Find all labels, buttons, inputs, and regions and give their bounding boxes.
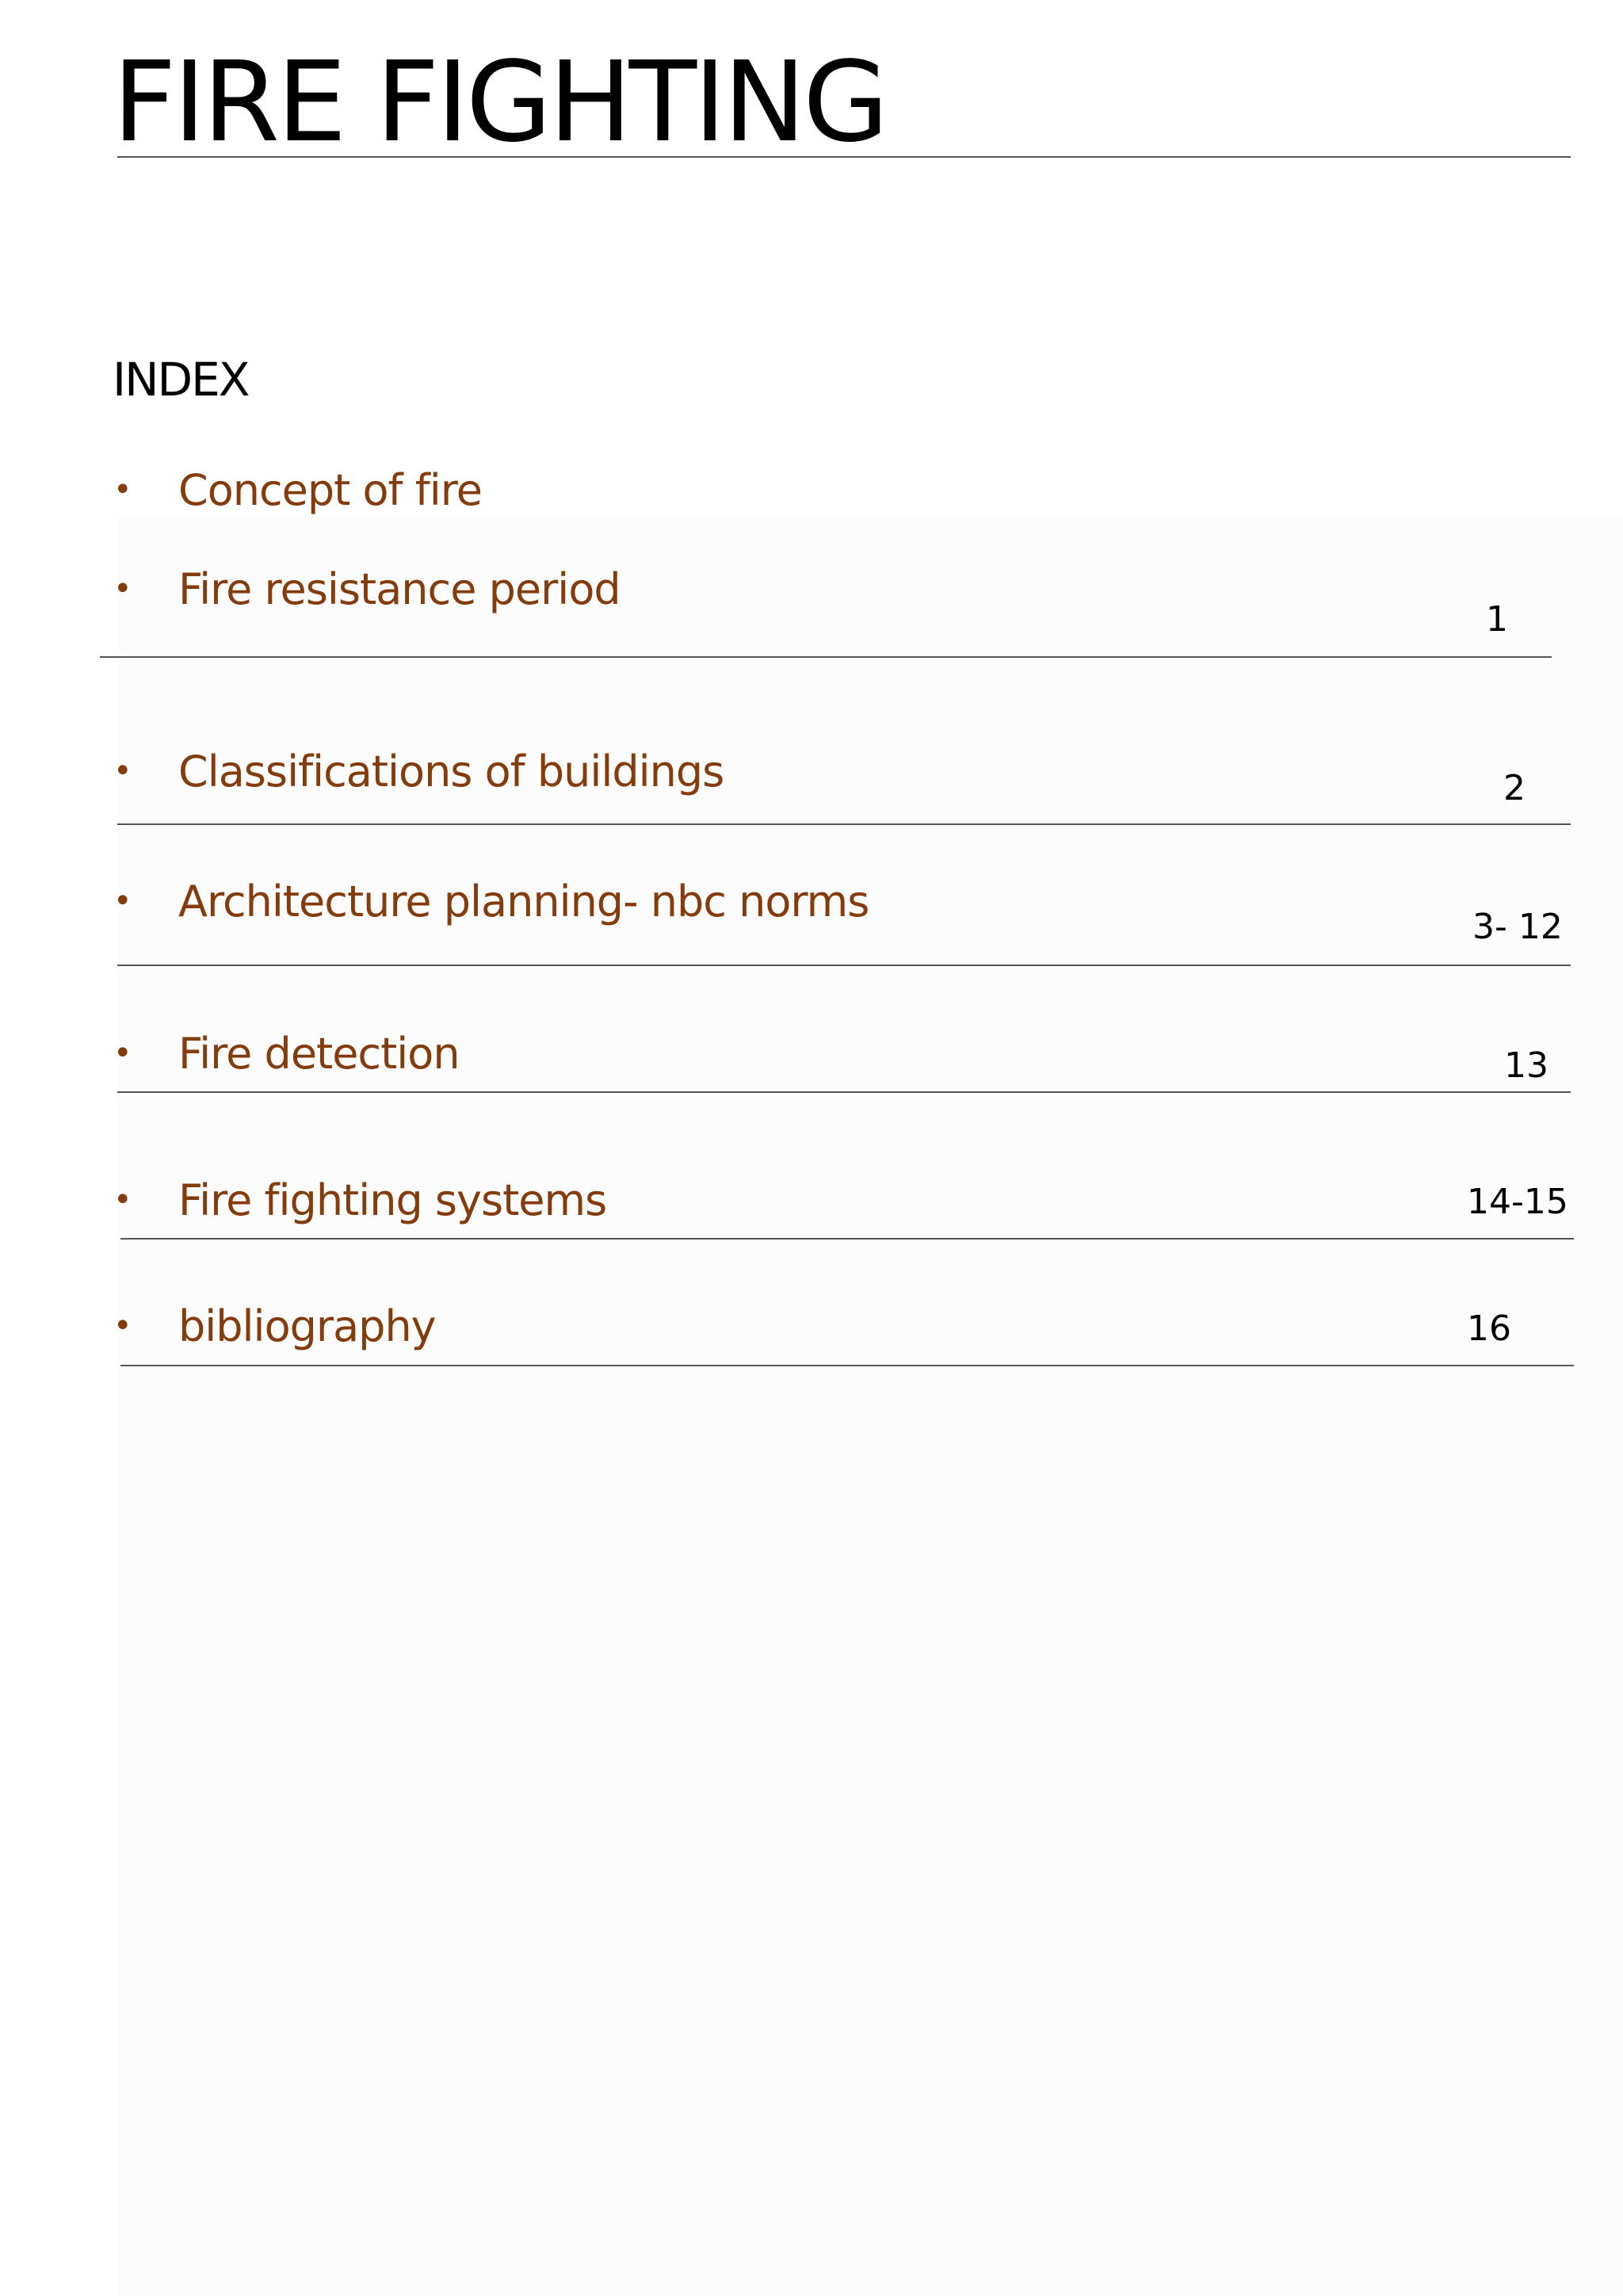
entry-divider xyxy=(120,1365,1574,1366)
entry-label: Classifications of buildings xyxy=(178,747,724,797)
entry-label: bibliography xyxy=(178,1301,436,1351)
entry-label: Fire detection xyxy=(178,1029,460,1079)
entry-label: Fire fighting systems xyxy=(178,1175,607,1225)
index-entry-fire-resistance-period xyxy=(113,564,621,614)
page-number: 3- 12 xyxy=(1472,907,1563,947)
bullet-icon: • xyxy=(113,472,132,508)
bullet-icon: • xyxy=(113,1035,132,1072)
index-entry-architecture-planning xyxy=(113,877,869,926)
index-heading: INDEX xyxy=(113,353,249,407)
bullet-icon: • xyxy=(113,883,132,919)
index-entry-fire-detection xyxy=(113,1029,460,1079)
bullet-icon: • xyxy=(113,571,132,607)
entry-divider xyxy=(120,1238,1574,1240)
index-entry-bibliography xyxy=(113,1301,436,1351)
index-entry-concept-of-fire xyxy=(113,465,482,515)
entry-label: Concept of fire xyxy=(178,465,482,515)
document-title: FIRE FIGHTING xyxy=(113,38,886,167)
page-number: 1 xyxy=(1486,599,1508,640)
page-number: 16 xyxy=(1467,1308,1511,1349)
entry-label: Fire resistance period xyxy=(178,564,621,614)
title-underline xyxy=(117,156,1571,158)
entry-divider xyxy=(117,1091,1571,1093)
index-entry-classifications-of-buildings xyxy=(113,747,724,797)
page-number: 14-15 xyxy=(1467,1182,1568,1222)
entry-divider xyxy=(117,965,1571,966)
entry-divider xyxy=(117,823,1571,825)
bullet-icon: • xyxy=(113,1182,132,1218)
bullet-icon: • xyxy=(113,753,132,789)
bullet-icon: • xyxy=(113,1308,132,1344)
index-entry-fire-fighting-systems xyxy=(113,1175,607,1225)
entry-label: Architecture planning- nbc norms xyxy=(178,877,869,926)
page-number: 2 xyxy=(1503,768,1526,808)
entry-divider xyxy=(100,656,1552,658)
page-number: 13 xyxy=(1504,1045,1549,1086)
